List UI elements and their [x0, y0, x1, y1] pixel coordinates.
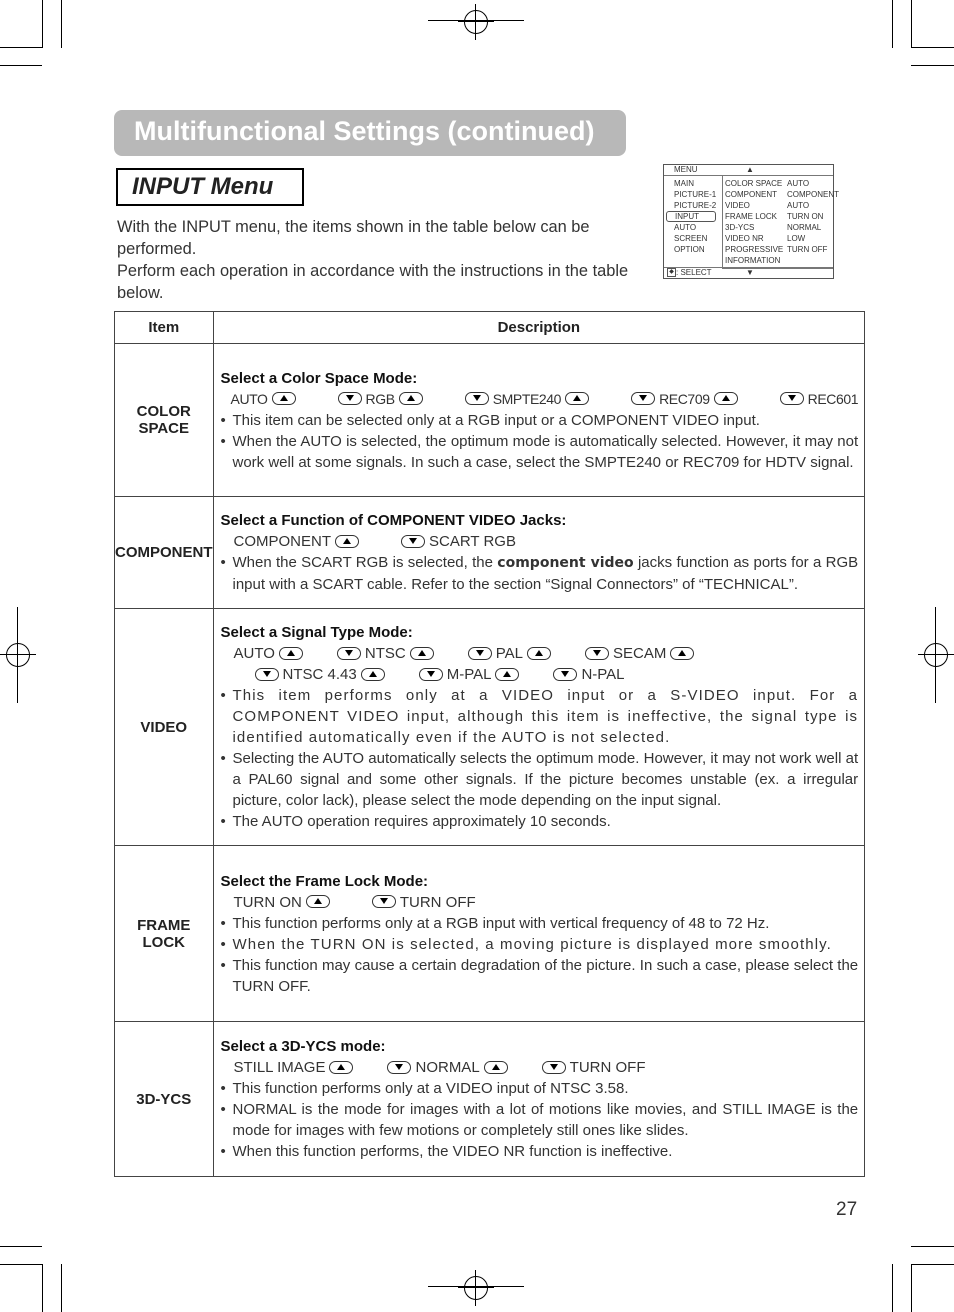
registration-mark [918, 637, 954, 673]
bullet-item: • This function performs only at a VIDEO input of NTSC 3.58. [220, 1080, 629, 1097]
bullet-item: • This item can be selected only at a RGB input or a COMPONENT VIDEO input. [220, 411, 760, 429]
bullet-item: • This function performs only at a RGB input with vertical frequency of 48 to 72 Hz. [220, 914, 770, 932]
down-arrow-icon [465, 392, 489, 405]
up-arrow-icon [329, 1061, 353, 1074]
down-arrow-icon [338, 392, 362, 405]
crop-mark [892, 1264, 893, 1312]
row-heading: Select a Signal Type Mode: [220, 624, 413, 641]
down-arrow-icon [468, 647, 492, 660]
row-heading: Select a 3D-YCS mode: [220, 1038, 386, 1055]
row-item-frame-lock: FRAME LOCK [115, 846, 214, 1022]
option-label: REC601 [807, 390, 859, 407]
osd-value: TURN OFF [787, 245, 828, 254]
up-arrow-icon [495, 668, 519, 681]
osd-item: PICTURE-2 [674, 201, 717, 210]
osd-item: COLOR SPACE [725, 179, 783, 188]
osd-item: FRAME LOCK [725, 212, 778, 221]
up-arrow-icon [399, 392, 423, 405]
down-arrow-icon [542, 1061, 566, 1074]
option-label: AUTO [230, 390, 268, 407]
input-menu-table [114, 311, 865, 1177]
osd-value: TURN ON [787, 212, 824, 221]
crop-mark [0, 1246, 42, 1247]
option-label: TURN OFF [399, 893, 476, 911]
crop-mark [0, 47, 42, 48]
crop-mark [911, 1264, 912, 1312]
osd-item: VIDEO NR [725, 234, 764, 243]
option-cycle-continued [221, 664, 859, 685]
registration-mark [0, 637, 36, 673]
option-label: N-PAL [581, 666, 625, 683]
bullet-item: • This function may cause a certain degradation of the picture. In such a case, please select the TURN OFF. [220, 956, 859, 995]
option-label: AUTO [233, 645, 275, 662]
down-arrow-icon [585, 647, 609, 660]
row-description [213, 344, 865, 497]
option-cycle [221, 1057, 859, 1078]
table-row [115, 1022, 865, 1177]
osd-item: INFORMATION [725, 256, 781, 265]
osd-item: PROGRESSIVE [725, 245, 784, 254]
row-item-color-space: COLOR SPACE [115, 344, 214, 497]
up-arrow-icon [670, 647, 694, 660]
option-label: NTSC 4.43 [282, 666, 357, 683]
option-label: NTSC [364, 645, 406, 662]
osd-left-column [674, 178, 716, 255]
section-heading: INPUT Menu [132, 173, 274, 200]
section-heading-box [116, 168, 304, 206]
bullet-item: • When this function performs, the VIDEO NR function is ineffective. [220, 1143, 673, 1160]
table-row [115, 609, 865, 846]
column-header-description: Description [213, 312, 865, 344]
column-header-item: Item [115, 312, 214, 344]
down-arrow-icon [419, 668, 443, 681]
down-arrow-icon [372, 895, 396, 908]
row-item-component: COMPONENT [115, 497, 214, 609]
table-header-row [115, 312, 865, 344]
osd-item-selected: INPUT [666, 211, 716, 222]
down-arrow-icon [337, 647, 361, 660]
down-arrow-icon [255, 668, 279, 681]
osd-value: AUTO [787, 179, 810, 188]
up-arrow-icon [272, 392, 296, 405]
osd-up-arrow-icon: ▲ [746, 165, 754, 174]
crop-mark [911, 47, 954, 48]
osd-item: OPTION [674, 245, 705, 254]
row-description [213, 1022, 865, 1177]
crop-mark [911, 65, 954, 66]
intro-line-1: With the INPUT menu, the items shown in the table below can be performed. [117, 218, 590, 258]
row-heading: Select a Function of COMPONENT VIDEO Jacks: [220, 512, 567, 529]
osd-item: PICTURE-1 [674, 190, 717, 199]
registration-mark [458, 1270, 494, 1306]
option-label: STILL IMAGE [233, 1059, 326, 1076]
row-heading: Select a Color Space Mode: [220, 369, 418, 387]
table-row [115, 497, 865, 609]
row-item-video: VIDEO [115, 609, 214, 846]
down-arrow-icon [553, 668, 577, 681]
osd-item: SCREEN [674, 234, 708, 243]
up-arrow-icon [279, 647, 303, 660]
osd-select-icon: ◆ [667, 268, 676, 277]
osd-value: COMPONENT [787, 190, 839, 199]
osd-item: VIDEO [725, 201, 750, 210]
option-cycle [221, 892, 859, 913]
up-arrow-icon [484, 1061, 508, 1074]
registration-mark [458, 4, 494, 40]
osd-footer-label: : SELECT [676, 268, 712, 277]
option-cycle [221, 531, 859, 552]
option-label: TURN OFF [569, 1059, 646, 1076]
crop-mark [0, 65, 42, 66]
crop-mark [61, 0, 62, 48]
option-cycle [221, 389, 859, 410]
row-heading: Select the Frame Lock Mode: [220, 872, 429, 890]
bullet-item: • The AUTO operation requires approximately 10 seconds. [220, 813, 611, 830]
intro-text [117, 216, 647, 304]
osd-top-bar [664, 165, 833, 176]
option-label: SCART RGB [429, 533, 516, 550]
crop-mark [892, 0, 893, 48]
up-arrow-icon [527, 647, 551, 660]
bullet-item: • NORMAL is the mode for images with a lot of motions like movies, and STILL IMAGE is the mode for images with few motions or completely still ones like slides. [220, 1101, 859, 1139]
intro-line-2: Perform each operation in accordance with the instructions in the table below. [117, 262, 629, 302]
down-arrow-icon [780, 392, 804, 405]
up-arrow-icon [306, 895, 330, 908]
row-description [213, 846, 865, 1022]
up-arrow-icon [714, 392, 738, 405]
option-label: RGB [365, 390, 395, 407]
row-item-3d-ycs: 3D-YCS [115, 1022, 214, 1177]
crop-mark [61, 1264, 62, 1312]
down-arrow-icon [631, 392, 655, 405]
osd-menu-label: MENU [674, 165, 698, 174]
up-arrow-icon [361, 668, 385, 681]
osd-footer [664, 267, 833, 278]
option-label: M-PAL [446, 666, 492, 683]
crop-mark [911, 1264, 954, 1265]
osd-item: COMPONENT [725, 190, 777, 199]
osd-right-column [787, 178, 839, 255]
page-title: Multifunctional Settings (continued) [134, 116, 595, 146]
bullet-item: • This item performs only at a VIDEO input or a S-VIDEO input. For a COMPONENT VIDEO input, although this item is ineffective, the signal type is identified automatically even if the AUTO is not selected. [220, 687, 859, 746]
osd-item: 3D-YCS [725, 223, 755, 232]
up-arrow-icon [410, 647, 434, 660]
table-row [115, 846, 865, 1022]
option-cycle [221, 643, 859, 664]
page-number: 27 [836, 1199, 858, 1220]
crop-mark [42, 1264, 43, 1312]
bullet-item: • Selecting the AUTO automatically selects the optimum mode. However, it may not work well at a PAL60 signal and some other signals. If the picture becomes unstable (ex. a irregular picture, color lack), please select the mode depending on the input signal. [220, 750, 859, 809]
osd-middle-column [725, 178, 783, 266]
osd-item: MAIN [674, 179, 694, 188]
up-arrow-icon [565, 392, 589, 405]
osd-value: NORMAL [787, 223, 822, 232]
osd-item: AUTO [674, 223, 697, 232]
option-label: PAL [495, 645, 523, 662]
down-arrow-icon [387, 1061, 411, 1074]
option-label: SECAM [613, 645, 667, 662]
crop-mark [0, 1264, 42, 1265]
option-label: REC709 [659, 390, 710, 407]
option-label: NORMAL [415, 1059, 480, 1076]
crop-mark [911, 0, 912, 48]
osd-value: LOW [787, 234, 806, 243]
table-row [115, 344, 865, 497]
osd-menu-diagram [663, 164, 839, 279]
bullet-item: • When the TURN ON is selected, a moving picture is displayed more smoothly. [220, 935, 832, 953]
osd-down-arrow-icon: ▼ [746, 268, 754, 277]
option-label: SMPTE240 [492, 390, 562, 407]
row-description [213, 609, 865, 846]
page-title-banner [114, 110, 626, 156]
option-label: TURN ON [233, 893, 302, 911]
component-video-term: component video [497, 555, 634, 571]
crop-mark [911, 1246, 954, 1247]
bullet-item: • When the AUTO is selected, the optimum mode is automatically selected. However, it may not work well at some signals. In such a case, select the SMPTE240 or REC709 for HDTV signal. [220, 432, 859, 471]
bullet-item: • When the SCART RGB is selected, the component video jacks function as ports for a RGB input with a SCART cable. Refer to the section “Signal Connectors” of “TECHNICAL”. [220, 554, 859, 593]
row-description [213, 497, 865, 609]
up-arrow-icon [335, 535, 359, 548]
osd-value: AUTO [787, 201, 810, 210]
crop-mark [42, 0, 43, 48]
down-arrow-icon [401, 535, 425, 548]
option-label: COMPONENT [233, 533, 331, 550]
